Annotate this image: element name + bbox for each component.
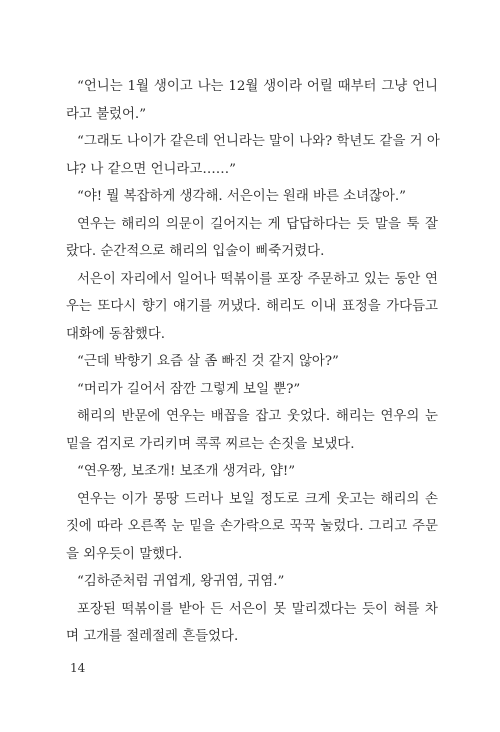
text-line: “언니는 1월 생이고 나는 12월 생이라 어릴 때부터 그냥 언니 bbox=[77, 79, 438, 94]
text-line: 연우는 이가 몽땅 드러나 보일 정도로 크게 웃고는 해리의 손 bbox=[77, 491, 438, 507]
text-line: 서은이 자리에서 일어나 떡볶이를 포장 주문하고 있는 동안 연 bbox=[77, 271, 438, 287]
text-line: 연우는 해리의 의문이 길어지는 게 답답하다는 듯 말을 툭 잘 bbox=[77, 216, 438, 232]
text-line: “야! 뭘 복잡하게 생각해. 서은이는 원래 바른 소녀잖아.” bbox=[77, 189, 407, 204]
paragraph bbox=[66, 73, 438, 128]
text-line: 밑을 검지로 가리키며 콕콕 찌르는 손짓을 보냈다. bbox=[66, 436, 355, 452]
text-line: 우는 또다시 향기 얘기를 꺼냈다. 해리도 이내 표정을 가다듬고 bbox=[66, 299, 438, 314]
paragraph bbox=[66, 211, 438, 266]
text-line: “머리가 길어서 잠깐 그렇게 보일 뿐?” bbox=[77, 381, 301, 397]
text-line: 냐? 나 같으면 언니라고……” bbox=[66, 161, 236, 177]
text-line: 포장된 떡볶이를 받아 든 서은이 못 말리겠다는 듯이 혀를 차 bbox=[77, 601, 438, 617]
text-line: 짓에 따라 오른쪽 눈 밑을 손가락으로 꾹꾹 눌렀다. 그리고 주문 bbox=[66, 519, 438, 534]
paragraph bbox=[66, 458, 438, 486]
paragraph bbox=[66, 128, 438, 183]
text-line: 라고 불렀어.” bbox=[66, 106, 147, 122]
text-line: 을 외우듯이 말했다. bbox=[66, 546, 183, 562]
text-line: “그래도 나이가 같은데 언니라는 말이 나와? 학년도 같을 거 아 bbox=[77, 134, 440, 149]
text-line: 랐다. 순간적으로 해리의 입술이 삐죽거렸다. bbox=[66, 244, 325, 259]
paragraph bbox=[66, 183, 438, 211]
text-line: 대화에 동참했다. bbox=[66, 326, 166, 342]
paragraph bbox=[66, 348, 438, 376]
text-line: “김하준처럼 귀엽게, 왕귀염, 귀염.” bbox=[77, 574, 285, 589]
text-line: “연우짱, 보조개! 보조개 생겨라, 얍!” bbox=[77, 464, 296, 479]
paragraph bbox=[66, 403, 438, 458]
paragraph bbox=[66, 266, 438, 349]
paragraph bbox=[66, 596, 438, 651]
text-line: 해리의 반문에 연우는 배꼽을 잡고 웃었다. 해리는 연우의 눈 bbox=[77, 409, 438, 424]
text-line: 며 고개를 절레절레 흔들었다. bbox=[66, 629, 239, 644]
text-line: “근데 박향기 요즘 살 좀 빠진 것 같지 않아?” bbox=[77, 354, 339, 369]
paragraph bbox=[66, 486, 438, 569]
body-text bbox=[66, 73, 438, 651]
paragraph bbox=[66, 376, 438, 404]
page-number: 14 bbox=[70, 661, 86, 675]
paragraph bbox=[66, 568, 438, 596]
